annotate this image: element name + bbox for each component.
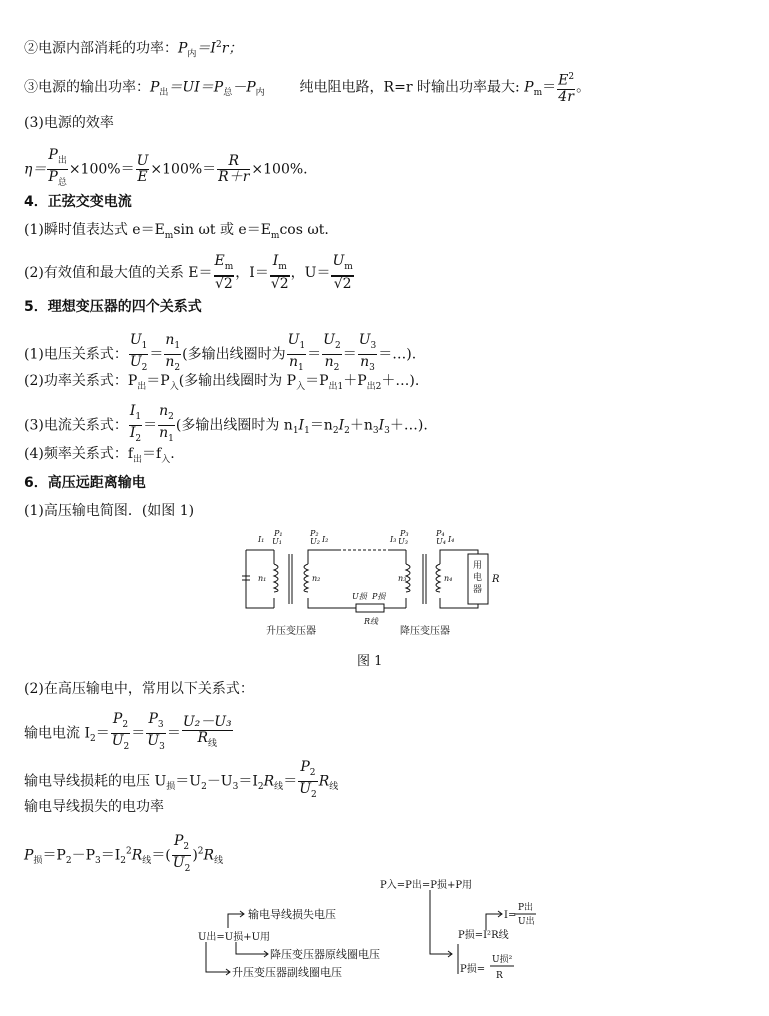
label-u4: U₄: [436, 537, 446, 546]
label-p1: P₁: [274, 529, 283, 538]
line-transmission-current: 输电电流 $I_2=$ $\frac{P_2}{U_2}$ ＝ $\frac{P_3}{U_3}$ ＝ $\frac{\text{U₂－U₃}}{R_线}$: [24, 711, 232, 752]
voltage-branch-step-up: 升压变压器副线圈电压: [232, 966, 342, 979]
label-i3: I₃: [390, 535, 397, 544]
label-i1: I₁: [258, 535, 265, 544]
line-power-loss-title: 输电导线损失的电功率: [24, 799, 164, 815]
line-voltage-loss: 输电导线损耗的电压 $U_损=U_2-U_3=I_2R_线=$ $\frac{P_2}{U_2}$ $R_线$: [24, 759, 339, 800]
voltage-tree-diagram: [196, 902, 406, 982]
section-heading-4: 4．正弦交变电流: [24, 194, 132, 210]
line-frequency-relation: (4)频率关系式：$f_出=f_入$.: [24, 446, 175, 465]
label-n3: n₃: [398, 574, 407, 583]
power-leaf-loss-den: R: [496, 971, 503, 980]
label-p-loss: P损: [372, 592, 386, 601]
section-heading-6: 6．高压远距离输电: [24, 475, 146, 491]
label-step-up: 升压变压器: [266, 626, 316, 637]
label-n1: n₁: [258, 574, 267, 583]
line-instantaneous: (1)瞬时值表达式 $e=E_m\sin$ ωt 或 $e=E_m\cos$ ωt.: [24, 222, 329, 241]
figure-caption: 图 1: [357, 654, 383, 669]
power-leaf-loss-prefix: P损=: [460, 964, 486, 975]
power-tree-diagram: [378, 874, 548, 980]
voltage-branch-step-down: 降压变压器原线圈电压: [270, 948, 380, 961]
line-effective-value: (2)有效值和最大值的关系 E＝ $\frac{E_m}{√2}$ ，I＝ $\frac{I_m}{√2}$ ，U＝ $\frac{U_m}{√2}$: [24, 253, 353, 292]
label-n4: n₄: [444, 574, 453, 583]
line-efficiency-formula: η＝ $\frac{P_出}{P_总}$ ×100%＝ $\frac{U}{E}$ ×100%＝ $\frac{R}{R+r}$ ×100%.: [24, 147, 308, 188]
label-r-line: R线: [364, 617, 379, 626]
voltage-branch-line-loss: 输电导线损失电压: [248, 908, 336, 921]
max-power-fraction: $\frac{E^2}{4r}$: [558, 72, 575, 105]
line-output-power: ③电源的输出功率：$P_出=UI=P_总-P_内$ 纯电阻电路，R=r 时输出功率最大: $P_m=$ $\frac{E^2}{4r}$ 。: [24, 72, 591, 105]
label-i2: I₂: [322, 535, 329, 544]
label-i4: I₄: [448, 535, 455, 544]
power-branch: P损=I²R线: [458, 930, 509, 941]
label-p3: P₃: [400, 529, 409, 538]
line-current-relation: (3)电流关系式： $\frac{I_1}{I_2}$ ＝ $\frac{n_2}{n_1}$ (多输出线圈时为 $n_1I_1=n_2I_2+n_3I_3+\dots$).: [24, 403, 428, 444]
label-p4: P₄: [436, 529, 445, 538]
power-leaf-loss-num: U损²: [492, 955, 513, 965]
power-leaf-current-prefix: I=: [504, 910, 517, 921]
label-u1: U₁: [272, 537, 282, 546]
line-voltage-relation: (1)电压关系式： $\frac{U_1}{U_2}$ ＝ $\frac{n_1}{n_2}$ (多输出线圈时为 $\frac{U_1}{n_1}$ ＝ $\frac{U_2}{n_2}$ ＝ $\frac{U_3}{n_3}$ ＝…).: [24, 332, 417, 373]
power-leaf-current-den: U出: [518, 917, 535, 927]
label-u2: U₂: [310, 537, 320, 546]
line-relations-intro: (2)在高压输电中，常用以下关系式：: [24, 681, 254, 697]
line-power-loss: $P_损=P_2-P_3=I_2^2R_线=$( $\frac{P_2}{U_2}$ )$^2R_线$: [24, 833, 224, 874]
label-step-down: 降压变压器: [400, 626, 450, 637]
label-u3: U₃: [398, 537, 408, 546]
section-heading-5: 5．理想变压器的四个关系式: [24, 299, 202, 315]
label-p2: P₂: [310, 529, 319, 538]
label-load: 用电器: [473, 561, 483, 595]
label-u-loss: U损: [352, 592, 367, 601]
power-root: P入=P出=P损+P用: [380, 880, 473, 891]
voltage-root: U出=U损+U用: [198, 932, 271, 943]
line-inner-power: ②电源内部消耗的功率：$P_内=I^2r$；: [24, 40, 243, 60]
line-diagram-intro: (1)高压输电简图．(如图 1): [24, 503, 195, 519]
line-power-relation: (2)功率关系式：$P_出=P_入$(多输出线圈时为 $P_入=P_{出1}+P_{出2}+\dots$).: [24, 373, 420, 392]
heading-efficiency: (3)电源的效率: [24, 115, 114, 131]
power-leaf-current-num: P出: [518, 903, 534, 913]
label-r: R: [492, 574, 500, 585]
transmission-diagram: [228, 524, 508, 644]
label-n2: n₂: [312, 574, 321, 583]
